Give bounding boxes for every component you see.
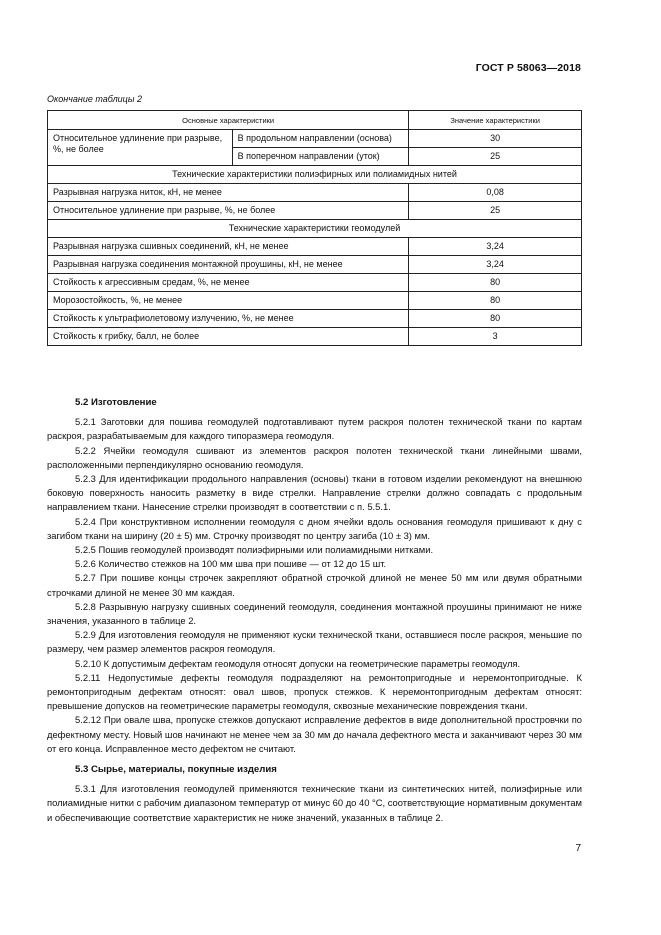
- row-label: Морозостойкость, %, не менее: [48, 292, 409, 310]
- row-label: Разрывная нагрузка сшивных соединений, кН, не менее: [48, 238, 409, 256]
- body-text: [47, 396, 582, 825]
- row-label: Разрывная нагрузка соединения монтажной проушины, кН, не менее: [48, 256, 409, 274]
- elongation-sub2-value: 25: [409, 148, 582, 166]
- table-row: [48, 310, 582, 328]
- section-5-2-title: 5.2 Изготовление: [75, 397, 157, 408]
- section-threads: Технические характеристики полиэфирных или полиамидных нитей: [48, 166, 582, 184]
- table-row: [48, 130, 582, 148]
- row-label: Стойкость к грибку, балл, не более: [48, 328, 409, 346]
- table-row: [48, 292, 582, 310]
- paragraph: 5.2.3 Для идентификации продольного направления (основы) ткани в готовом изделии рекомендуют на внешнюю боковую поверхность наносить разметку в виде стрелки. Направление стрелки должно совпадать с продольным направлением ткани. Нанесение стрелки производят в соответствии с п. 5.5.1.: [47, 473, 582, 513]
- table-row: [48, 202, 582, 220]
- elongation-sub1-label: В продольном направлении (основа): [232, 130, 409, 148]
- section-5-3-title: 5.3 Сырье, материалы, покупные изделия: [75, 764, 277, 776]
- row-value: 3: [409, 328, 582, 346]
- table-row: [48, 328, 582, 346]
- elongation-sub2-label: В поперечном направлении (уток): [232, 148, 409, 166]
- table-row: [48, 238, 582, 256]
- table-row: [48, 184, 582, 202]
- row-value: 80: [409, 292, 582, 310]
- header-value: Значение характеристики: [409, 111, 582, 130]
- paragraph: 5.2.7 При пошиве концы строчек закрепляют обратной строчкой длиной не менее 50 мм или двумя обратными строчками длиной не менее 30 мм каждая.: [47, 572, 582, 598]
- page-number: 7: [575, 843, 581, 854]
- row-label: Разрывная нагрузка ниток, кН, не менее: [48, 184, 409, 202]
- elongation-sub1-value: 30: [409, 130, 582, 148]
- row-value: 25: [409, 202, 582, 220]
- table-section-row: [48, 166, 582, 184]
- row-label: Стойкость к агрессивным средам, %, не менее: [48, 274, 409, 292]
- characteristics-table: [47, 110, 582, 346]
- section-geomodules: Технические характеристики геомодулей: [48, 220, 582, 238]
- standard-number: ГОСТ Р 58063—2018: [475, 62, 581, 74]
- paragraph: 5.2.5 Пошив геомодулей производят полиэфирными или полиамидными нитками.: [75, 544, 434, 556]
- table-header-row: [48, 111, 582, 130]
- row-label: Относительное удлинение при разрыве, %, не более: [48, 202, 409, 220]
- row-label: Стойкость к ультрафиолетовому излучению, %, не менее: [48, 310, 409, 328]
- table-caption: Окончание таблицы 2: [47, 94, 142, 104]
- paragraph: 5.2.1 Заготовки для пошива геомодулей подготавливают путем раскроя полотен технической ткани по картам раскроя, разрабатываемым для каждого типоразмера геомодуля.: [47, 416, 582, 442]
- table-row: [48, 256, 582, 274]
- table-section-row: [48, 220, 582, 238]
- paragraph: 5.2.8 Разрывную нагрузку сшивных соединений геомодуля, соединения монтажной проушины принимают не ниже значения, указанного в таблице 2.: [47, 600, 582, 627]
- paragraph: 5.2.4 При конструктивном исполнении геомодуля с дном ячейки вдоль основания геомодуля пришивают к дну с загибом ткани на ширину (20 ± 5) мм. Строчку производят по центру загиба (10 ± 3) мм.: [47, 515, 582, 541]
- paragraph: 5.2.11 Недопустимые дефекты геомодуля подразделяют на ремонтопригодные и неремонтопригодные. К ремонтопригодным дефектам относят: овал швов, пропуск стежков. К неремонтопригодным дефектам относят: превышение допусков на геометрические параметры геомодуля, сквозные механические повреждения ткани.: [47, 671, 582, 712]
- row-value: 80: [409, 310, 582, 328]
- row-value: 3,24: [409, 256, 582, 274]
- paragraph: 5.2.6 Количество стежков на 100 мм шва при пошиве — от 12 до 15 шт.: [75, 558, 387, 570]
- row-value: 3,24: [409, 238, 582, 256]
- paragraph: 5.2.10 К допустимым дефектам геомодуля относят допуски на геометрические параметры геомодуля.: [75, 657, 521, 669]
- row-value: 80: [409, 274, 582, 292]
- table-row: [48, 274, 582, 292]
- elongation-label: Относительное удлинение при разрыве, %, не более: [48, 130, 233, 166]
- header-characteristics: Основные характеристики: [48, 111, 409, 130]
- paragraph: 5.2.12 При овале шва, пропуске стежков допускают исправление дефектов в виде дополнительной простровчки по дефектному месту. Новый шов начинают не менее чем за 30 мм до начала дефектного места и заканчивают через 30 мм от его конца. Исправленное место дефектом не считают.: [47, 714, 582, 754]
- paragraph: 5.3.1 Для изготовления геомодулей применяются технические ткани из синтетических нитей, полиэфирные или полиамидные нитки с рабочим диапазоном температур от минус 60 до 40 °С, соответствующие нормативным документам и обеспечивающие соответствие характеристик не ниже значений, указанных в таблице 2.: [47, 783, 582, 823]
- paragraph: 5.2.2 Ячейки геомодуля сшивают из элементов раскроя полотен технической ткани линейными швами, расположенными перпендикулярно основанию геомодуля.: [47, 444, 582, 470]
- paragraph: 5.2.9 Для изготовления геомодуля не применяют куски технической ткани, оставшиеся после раскроя, меньшие по размеру, чем размер элементов раскроя геомодуля.: [47, 629, 582, 655]
- row-value: 0,08: [409, 184, 582, 202]
